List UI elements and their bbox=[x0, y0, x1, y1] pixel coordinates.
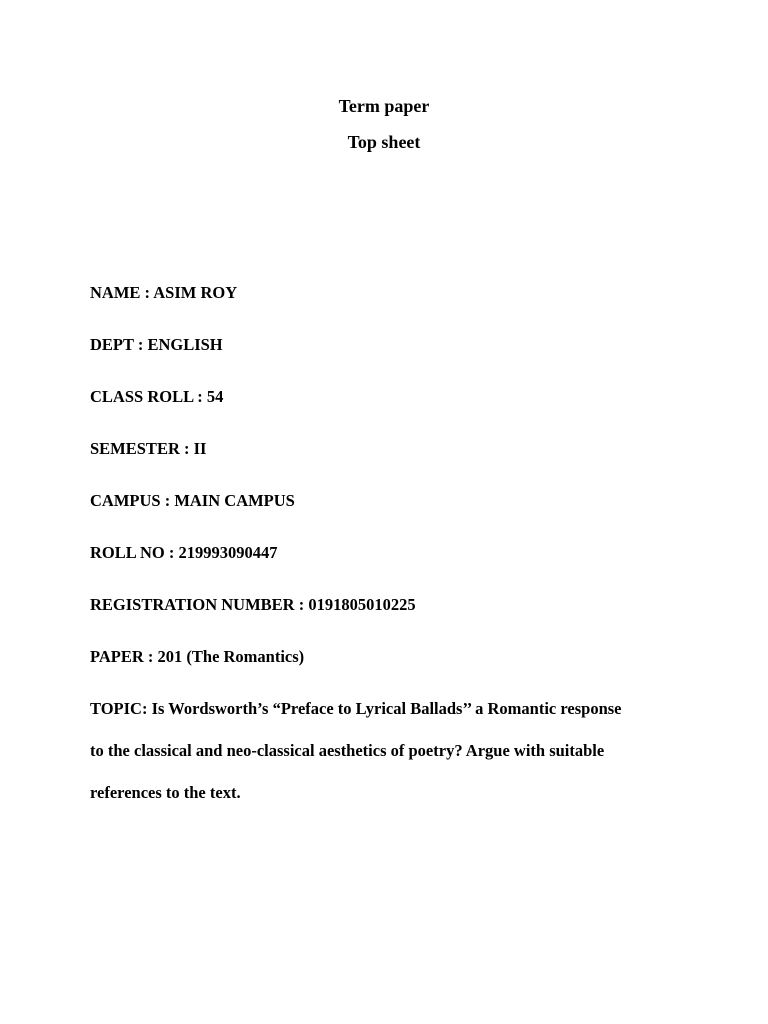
class-roll-field: CLASS ROLL : 54 bbox=[90, 387, 224, 406]
topic-line: to the classical and neo-classical aesthetics of poetry? Argue with suitable bbox=[90, 741, 605, 760]
topic-line: references to the text. bbox=[90, 783, 241, 802]
paper-field: PAPER : 201 (The Romantics) bbox=[90, 647, 305, 666]
page-subtitle: Top sheet bbox=[347, 132, 421, 152]
semester-field: SEMESTER : II bbox=[90, 439, 207, 458]
campus-field: CAMPUS : MAIN CAMPUS bbox=[90, 491, 295, 510]
department-field: DEPT : ENGLISH bbox=[90, 335, 223, 354]
roll-number-field: ROLL NO : 219993090447 bbox=[90, 543, 278, 562]
registration-number-field: REGISTRATION NUMBER : 0191805010225 bbox=[90, 595, 416, 614]
name-field: NAME : ASIM ROY bbox=[90, 283, 238, 302]
page-title: Term paper bbox=[338, 96, 430, 116]
topic-line: TOPIC: Is Wordsworth’s “Preface to Lyrical Ballads’’ a Romantic response bbox=[90, 699, 622, 718]
topic-paragraph bbox=[90, 699, 680, 825]
